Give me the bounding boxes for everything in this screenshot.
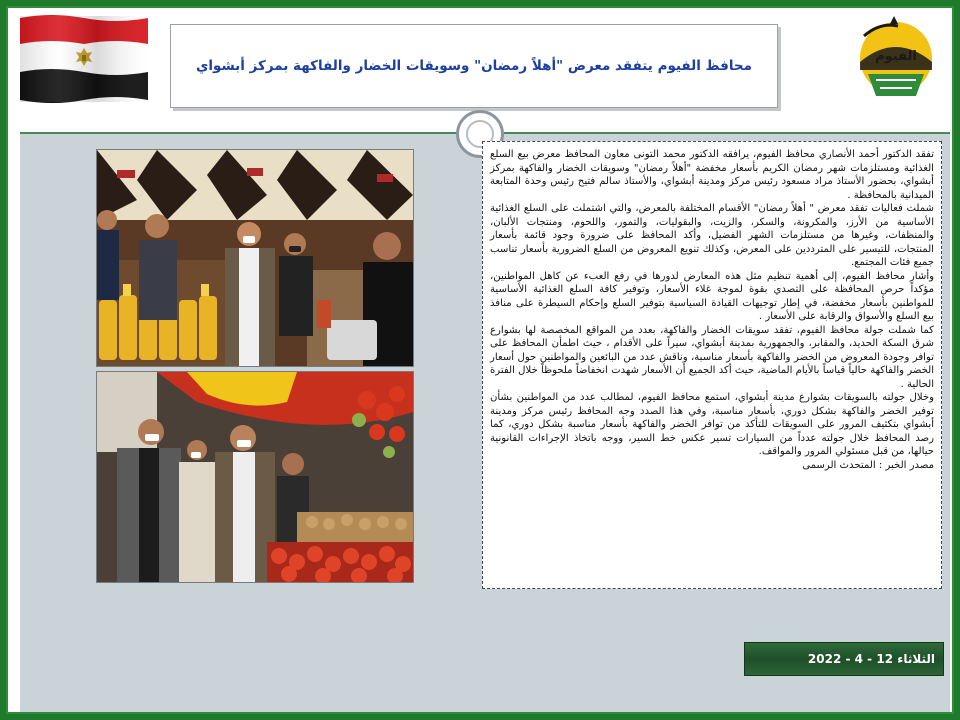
article-body [482,141,942,589]
egypt-flag-icon [18,12,150,104]
market-photo-image [97,372,413,582]
governorate-logo-icon [854,12,938,108]
article-paragraph: كما شملت جولة محافظ الفيوم، تفقد سويقات الخضار والفاكهة، بعدد من المواقع المخصصة لها بشوارع شرق السكة الحديد، والمقابر، والجمهورية بمدينة أبشواي، سيراً على الأقدام ، حيث اطمأن المحافظ على توافر وجودة المعروض من الخضر والفاكهة بأسعار مناسبة، وناقش عدد من البائعين والمواطنين حول أسعار الخضر والفاكهة حالياً قياساً بالأيام الماضية، حيث أكد الجميع أن الأسعار شهدت انخفاضاً ملحوظاً خلال الفترة الحالية . [490,324,934,390]
article-paragraph: وأشار محافظ الفيوم، إلى أهمية تنظيم مثل هذه المعارض لدورها في رفع العبء عن كاهل المواطنين، مؤكداً حرص المحافظة على التصدي بقوة لموجة غلاء الأسعار، وتوفير كافة السلع الغذائية الأساسية للمواطنين بأسعار مخفضة، في إطار توجيهات القيادة السياسية بتوفير السلع وإحكام السيطرة على منافذ بيع السلع والأسواق والرقابة على الأسعار . [490,270,934,322]
article-paragraph: تفقد الدكتور أحمد الأنصاري محافظ الفيوم، يرافقه الدكتور محمد التونى معاون المحافظ معرض بيع السلع الغذائية ومستلزمات شهر رمضان الكريم بأسعار مخفضة "أهلاً رمضان" وسويقات الخضار والفاكهة بمركز أبشواي، بحضور الأستاذ مراد مسعود رئيس مركز ومدينة أبشواي، والأستاذ سالم فتيح رئيس وحدة المتابعة الميدانية بالمحافظة . [490,149,934,201]
exhibition-photo-image [97,150,413,366]
article-paragraph: شملت فعاليات تفقد معرض " أهلاً رمضان" الأقسام المختلفة بالمعرض، والتي اشتملت على السلع الغذائية الأساسية من الأرز، والمكرونة، والسكر، والزيت، والبقوليات، والتمور، واللحوم، ومنتجات الألبان، والمنظفات، وغيرها من مستلزمات الشهر الفضيل، وأكد المحافظ على ضرورة وجود قائمة بأسعار المنتجات، للتيسير على المترددين على المعرض، وكذلك تنويع المعروض من السلع الضرورية بأسعار تناسب جميع فئات المجتمع. [490,203,934,268]
publish-date: الثلاثاء 12 - 4 - 2022 [807,652,935,666]
photo-exhibition [96,149,414,367]
page-frame [6,6,954,714]
svg-text:الفيوم: الفيوم [875,49,917,64]
article-source: مصدر الخبر : المتحدث الرسمى [802,459,934,471]
article-paragraph: وخلال جولته بالسويقات بشوارع مدينة أبشواي، استمع محافظ الفيوم، لمطالب عدد من المواطنين بشأن توفير الخضر والفاكهة بشكل دوري، بأسعار مناسبة، وفي هذا الصدد وجه المحافظ رئيس مركز ومدينة أبشواي بتكثيف المرور على السويقات للتأكد من توافر الخضر والفاكهة بأسعار مناسبة بشكل دوري، كما رصد المحافظ خلال جولته عدداً من السيارات تسير عكس خط السير، ووجه باتخاذ الإجراءات القانونية حيالها، من قبل مسئولي المرور والمواقف. [490,392,934,457]
photo-market [96,371,414,583]
date-box [744,642,944,676]
headline: محافظ الفيوم يتفقد معرض "أهلاً رمضان" وسويقات الخضار والفاكهة بمركز أبشواي [195,58,753,74]
headline-box [170,24,778,108]
